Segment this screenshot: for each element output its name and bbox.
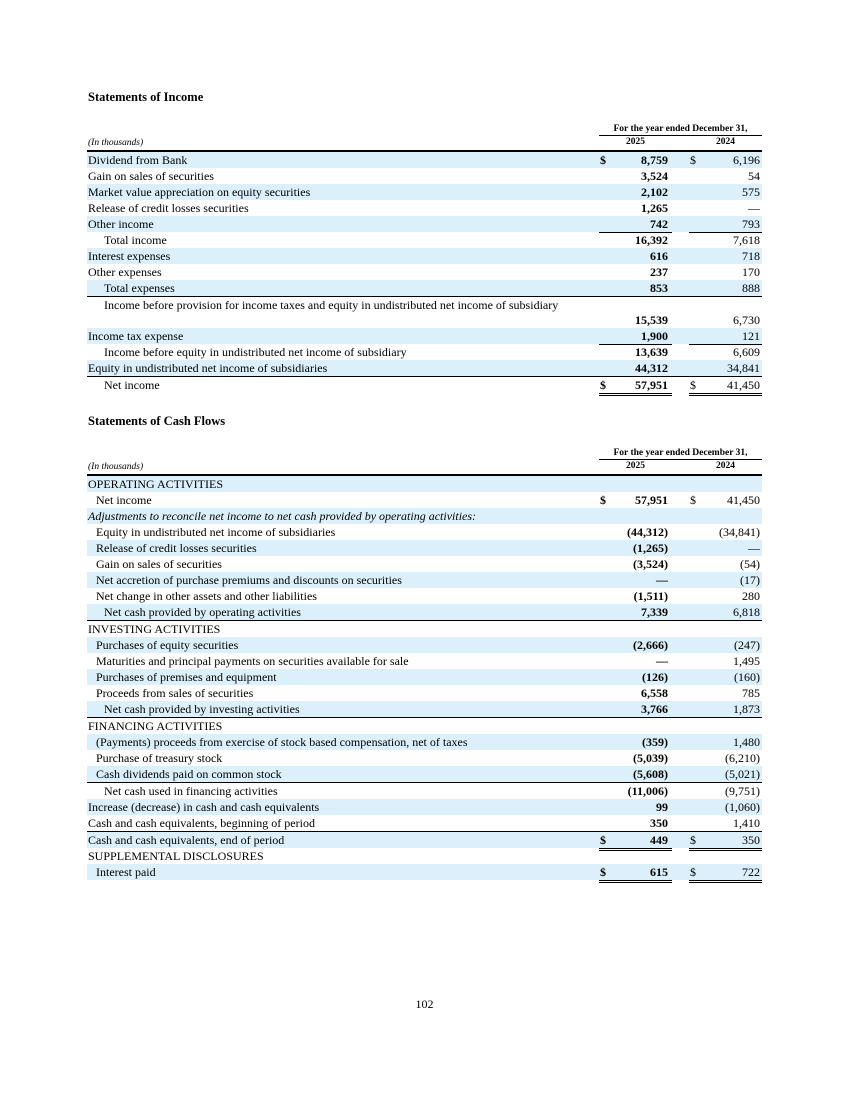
row-label: Interest paid	[96, 865, 156, 879]
amount: 1,410	[733, 816, 760, 830]
row-label: Income before equity in undistributed net income of subsidiary	[104, 345, 407, 359]
value-2024	[689, 200, 762, 216]
currency-symbol: $	[690, 833, 696, 847]
value-2025	[599, 152, 672, 168]
amount: (54)	[740, 557, 760, 571]
amount: 16,392	[635, 233, 668, 247]
income-row-net-income	[87, 377, 762, 393]
cf-adjustments-heading	[87, 508, 762, 524]
year-2024-header: 2024	[716, 461, 735, 471]
amount: 615	[650, 865, 668, 879]
cashflow-table-header	[87, 448, 762, 476]
value-2024	[689, 377, 762, 396]
value-2024	[689, 766, 762, 782]
amount: (3,524)	[633, 557, 668, 571]
cf-row-net-cash-investing	[87, 701, 762, 718]
cf-heading-investing-activities	[87, 621, 762, 637]
value-2025	[599, 799, 672, 815]
row-label: Total expenses	[104, 281, 175, 295]
row-label: Cash and cash equivalents, end of period	[88, 833, 285, 847]
row-label: Other expenses	[88, 265, 162, 279]
amount: 57,951	[635, 493, 668, 507]
page-number: 102	[415, 997, 434, 1011]
value-2024	[689, 540, 762, 556]
value-2025	[599, 653, 672, 669]
currency-symbol: $	[690, 865, 696, 879]
income-row-total-income	[87, 232, 762, 248]
period-header: For the year ended December 31,	[599, 448, 762, 460]
value-2024	[689, 312, 762, 328]
cf-row-purchase-treasury-stock	[87, 750, 762, 766]
value-2025	[599, 669, 672, 685]
value-2025	[599, 524, 672, 540]
amount: (2,666)	[633, 638, 668, 652]
amount: (1,511)	[633, 589, 668, 603]
value-2025	[599, 264, 672, 281]
value-2025	[599, 588, 672, 605]
amount: (1,060)	[725, 800, 760, 814]
cf-row-increase-decrease-cash	[87, 799, 762, 815]
value-2025	[599, 492, 672, 508]
value-2025	[599, 344, 672, 360]
income-row-release-of-credit-losses	[87, 200, 762, 216]
cf-row-purchases-premises	[87, 669, 762, 685]
value-2025	[599, 248, 672, 264]
amount: 350	[742, 833, 760, 847]
currency-symbol: $	[690, 493, 696, 507]
value-2024	[689, 492, 762, 508]
value-2025	[599, 556, 672, 572]
amount: (359)	[642, 735, 668, 749]
amount: (44,312)	[627, 525, 668, 539]
amount: 350	[650, 816, 668, 830]
value-2025	[599, 637, 672, 653]
value-2025	[599, 200, 672, 216]
row-label: Interest expenses	[88, 249, 171, 263]
value-2025	[599, 685, 672, 702]
amount: 6,818	[733, 605, 760, 619]
row-label: Purchase of treasury stock	[96, 751, 223, 765]
row-label: Increase (decrease) in cash and cash equivalents	[88, 800, 320, 814]
amount: 6,196	[733, 153, 760, 167]
value-2025	[599, 864, 672, 883]
currency-symbol: $	[600, 493, 606, 507]
units-label: (In thousands)	[88, 462, 144, 472]
amount: —	[656, 654, 668, 668]
currency-symbol: $	[690, 153, 696, 167]
amount: —	[656, 573, 668, 587]
value-2024	[689, 815, 762, 831]
amount: —	[748, 541, 760, 555]
amount: 34,841	[727, 361, 760, 375]
cf-row-net-cash-financing	[87, 783, 762, 799]
amount: 888	[742, 281, 760, 295]
value-2025	[599, 766, 672, 782]
amount: 41,450	[727, 493, 760, 507]
row-label: Purchases of equity securities	[96, 638, 239, 652]
value-2024	[689, 669, 762, 685]
row-label: Income before provision for income taxes and equity in undistributed net income of subsidiary	[104, 298, 559, 312]
cf-row-net-accretion	[87, 572, 762, 588]
value-2024	[689, 556, 762, 572]
value-2024	[689, 328, 762, 345]
amount: 853	[650, 281, 668, 295]
value-2024	[689, 232, 762, 248]
value-2024	[689, 734, 762, 750]
amount: (5,608)	[633, 767, 668, 781]
year-2024-header: 2024	[716, 137, 735, 147]
amount: (6,210)	[725, 751, 760, 765]
amount: 3,524	[641, 169, 668, 183]
amount: 1,900	[641, 329, 668, 343]
value-2024	[689, 344, 762, 360]
amount: 8,759	[641, 153, 668, 167]
cf-row-release-of-credit-losses	[87, 540, 762, 556]
cf-row-cash-beginning	[87, 815, 762, 832]
value-2025	[599, 701, 672, 717]
amount: 1,873	[733, 702, 760, 716]
value-2024	[689, 750, 762, 766]
row-label: Cash dividends paid on common stock	[96, 767, 282, 781]
amount: 99	[656, 800, 668, 814]
cf-row-maturities-principal	[87, 653, 762, 669]
amount: 15,539	[635, 313, 668, 327]
currency-symbol: $	[690, 378, 696, 392]
amount: (9,751)	[725, 784, 760, 798]
income-row-income-before-equity	[87, 344, 762, 360]
value-2024	[689, 653, 762, 669]
cashflow-statement-table	[87, 448, 762, 880]
value-2025	[599, 540, 672, 556]
cf-row-proceeds-from-sales	[87, 685, 762, 701]
row-label: Release of credit losses securities	[96, 541, 257, 555]
value-2025	[599, 734, 672, 750]
value-2024	[689, 524, 762, 540]
amount: 793	[742, 217, 760, 231]
value-2024	[689, 685, 762, 702]
value-2025	[599, 377, 672, 396]
amount: 785	[742, 686, 760, 700]
income-row-other-expenses	[87, 264, 762, 280]
amount: 57,951	[635, 378, 668, 392]
amount: 41,450	[727, 378, 760, 392]
income-statement-title: Statements of Income	[88, 90, 204, 104]
row-label: Net cash provided by investing activities	[104, 702, 300, 716]
currency-symbol: $	[600, 153, 606, 167]
value-2024	[689, 248, 762, 264]
cf-row-gain-on-sales	[87, 556, 762, 572]
amount: 280	[742, 589, 760, 603]
value-2024	[689, 588, 762, 605]
amount: (5,021)	[725, 767, 760, 781]
amount: 3,766	[641, 702, 668, 716]
value-2024	[689, 216, 762, 233]
cf-heading-operating-activities	[87, 476, 762, 492]
amount: 449	[650, 833, 668, 847]
income-table-header	[87, 124, 762, 152]
row-label: Net income	[104, 378, 160, 392]
value-2025	[599, 815, 672, 831]
value-2024	[689, 168, 762, 184]
currency-symbol: $	[600, 833, 606, 847]
amount: —	[748, 201, 760, 215]
amount: 6,558	[641, 686, 668, 700]
value-2025	[599, 232, 672, 248]
cf-row-cash-dividends	[87, 766, 762, 783]
amount: 718	[742, 249, 760, 263]
cf-row-purchases-equity-securities	[87, 637, 762, 653]
value-2024	[689, 799, 762, 815]
amount: (17)	[740, 573, 760, 587]
amount: 13,639	[635, 345, 668, 359]
amount: (5,039)	[633, 751, 668, 765]
cf-row-net-cash-operating	[87, 604, 762, 621]
section-heading: OPERATING ACTIVITIES	[88, 477, 223, 491]
cashflow-statement-title: Statements of Cash Flows	[88, 414, 226, 428]
cf-row-net-income	[87, 492, 762, 508]
value-2024	[689, 280, 762, 296]
value-2025	[599, 328, 672, 345]
row-label: Release of credit losses securities	[88, 201, 249, 215]
income-row-market-value-appreciation	[87, 184, 762, 200]
row-label: Cash and cash equivalents, beginning of period	[88, 816, 315, 830]
value-2025	[599, 572, 672, 588]
value-2025	[599, 216, 672, 233]
currency-symbol: $	[600, 865, 606, 879]
value-2025	[599, 750, 672, 766]
amount: 6,609	[733, 345, 760, 359]
row-label: Dividend from Bank	[88, 153, 188, 167]
amount: (1,265)	[633, 541, 668, 555]
row-label: (Payments) proceeds from exercise of stock based compensation, net of taxes	[96, 735, 468, 749]
value-2024	[689, 184, 762, 200]
value-2024	[689, 637, 762, 653]
value-2024	[689, 264, 762, 281]
cf-heading-supplemental-disclosures	[87, 848, 762, 864]
section-heading: Adjustments to reconcile net income to net cash provided by operating activities:	[88, 509, 477, 523]
amount: 170	[742, 265, 760, 279]
cf-row-cash-end	[87, 832, 762, 848]
value-2024	[689, 783, 762, 800]
amount: (11,006)	[627, 784, 668, 798]
row-label: Proceeds from sales of securities	[96, 686, 254, 700]
row-label: Market value appreciation on equity securities	[88, 185, 311, 199]
amount: 2,102	[641, 185, 668, 199]
section-heading: SUPPLEMENTAL DISCLOSURES	[88, 849, 264, 863]
value-2024	[689, 152, 762, 168]
value-2024	[689, 864, 762, 883]
amount: 6,730	[733, 313, 760, 327]
amount: 237	[650, 265, 668, 279]
year-2025-header: 2025	[626, 461, 645, 471]
amount: 575	[742, 185, 760, 199]
amount: (160)	[734, 670, 760, 684]
amount: 742	[650, 217, 668, 231]
value-2025	[599, 280, 672, 296]
row-label: Income tax expense	[88, 329, 184, 343]
income-row-income-before-provision	[87, 297, 762, 328]
income-row-interest-expenses	[87, 248, 762, 264]
value-2024	[689, 572, 762, 588]
amount: 121	[742, 329, 760, 343]
income-row-total-expenses	[87, 280, 762, 297]
amount: (126)	[642, 670, 668, 684]
row-label: Gain on sales of securities	[96, 557, 222, 571]
amount: 7,618	[733, 233, 760, 247]
income-row-dividend-from-bank	[87, 152, 762, 168]
value-2024	[689, 604, 762, 620]
section-heading: FINANCING ACTIVITIES	[88, 719, 223, 733]
value-2025	[599, 312, 672, 328]
income-row-gain-on-sales	[87, 168, 762, 184]
currency-symbol: $	[600, 378, 606, 392]
row-label: Gain on sales of securities	[88, 169, 214, 183]
row-label: Maturities and principal payments on securities available for sale	[96, 654, 409, 668]
row-label: Net cash used in financing activities	[104, 784, 278, 798]
value-2024	[689, 701, 762, 717]
row-label: Purchases of premises and equipment	[96, 670, 277, 684]
amount: 54	[748, 169, 760, 183]
cf-row-interest-paid	[87, 864, 762, 880]
amount: 722	[742, 865, 760, 879]
year-2025-header: 2025	[626, 137, 645, 147]
amount: 1,480	[733, 735, 760, 749]
value-2025	[599, 360, 672, 376]
amount: 616	[650, 249, 668, 263]
cf-heading-financing-activities	[87, 718, 762, 734]
cf-row-equity-in-undistributed	[87, 524, 762, 540]
row-label: Net accretion of purchase premiums and discounts on securities	[96, 573, 402, 587]
row-label: Total income	[104, 233, 167, 247]
income-statement-table	[87, 124, 762, 393]
amount: 1,495	[733, 654, 760, 668]
amount: 44,312	[635, 361, 668, 375]
row-label: Equity in undistributed net income of subsidiaries	[96, 525, 336, 539]
section-heading: INVESTING ACTIVITIES	[88, 622, 221, 636]
income-row-equity-in-undistributed	[87, 360, 762, 377]
period-header: For the year ended December 31,	[599, 124, 762, 136]
income-row-other-income	[87, 216, 762, 232]
row-label: Net change in other assets and other liabilities	[96, 589, 317, 603]
row-label: Net cash provided by operating activities	[104, 605, 301, 619]
cf-row-stock-based-compensation	[87, 734, 762, 750]
amount: (247)	[734, 638, 760, 652]
cf-row-net-change-other	[87, 588, 762, 604]
value-2024	[689, 360, 762, 376]
value-2025	[599, 783, 672, 800]
row-label: Other income	[88, 217, 154, 231]
row-label: Net income	[96, 493, 152, 507]
value-2025	[599, 604, 672, 620]
amount: 1,265	[641, 201, 668, 215]
value-2025	[599, 168, 672, 184]
row-label: Equity in undistributed net income of subsidiaries	[88, 361, 328, 375]
income-row-income-tax-expense	[87, 328, 762, 344]
units-label: (In thousands)	[88, 138, 144, 148]
amount: (34,841)	[719, 525, 760, 539]
value-2025	[599, 184, 672, 200]
amount: 7,339	[641, 605, 668, 619]
